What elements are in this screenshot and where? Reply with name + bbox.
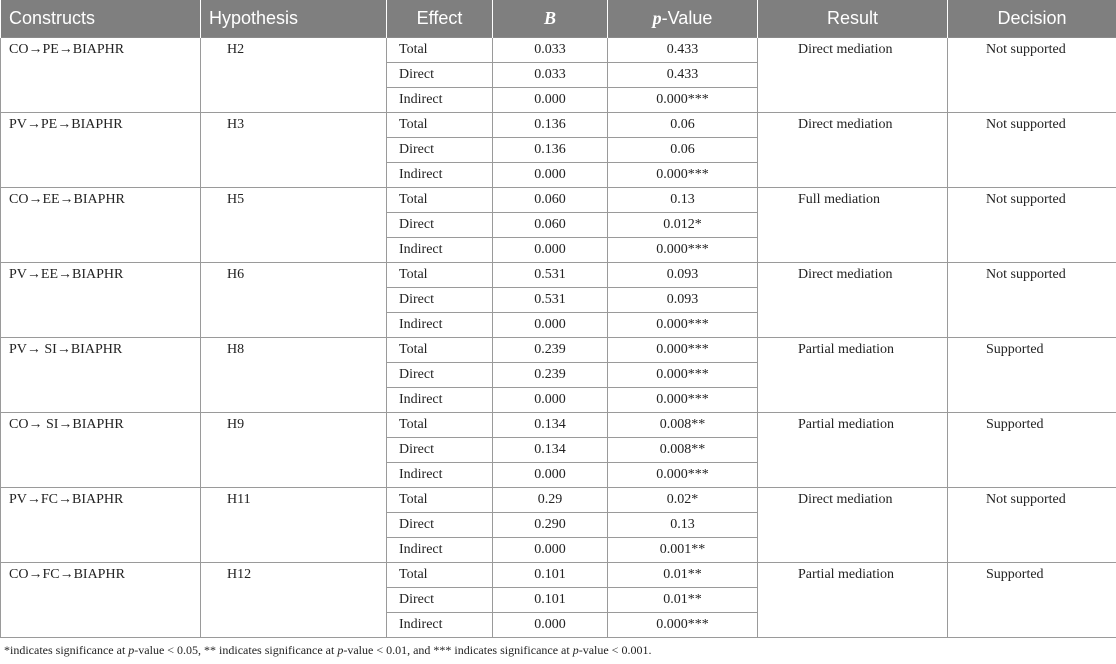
table-row <box>1 338 1116 363</box>
construct-cell: CO→FC→BIAPHR <box>1 563 201 638</box>
p-value-cell: 0.093 <box>608 288 758 313</box>
result-cell: Full mediation <box>758 188 948 263</box>
effect-cell: Total <box>387 113 493 138</box>
b-value-cell: 0.101 <box>493 563 608 588</box>
p-value-cell: 0.01** <box>608 563 758 588</box>
construct-cell: PV→FC→BIAPHR <box>1 488 201 563</box>
b-value-cell: 0.000 <box>493 463 608 488</box>
p-value-cell: 0.012* <box>608 213 758 238</box>
footnote <box>4 643 651 658</box>
b-value-cell: 0.000 <box>493 238 608 263</box>
p-value-cell: 0.433 <box>608 63 758 88</box>
result-cell: Direct mediation <box>758 38 948 113</box>
p-value-cell: 0.000*** <box>608 388 758 413</box>
b-value-cell: 0.101 <box>493 588 608 613</box>
p-value-cell: 0.000*** <box>608 313 758 338</box>
b-value-cell: 0.531 <box>493 263 608 288</box>
effect-cell: Total <box>387 188 493 213</box>
p-value-cell: 0.000*** <box>608 613 758 638</box>
b-value-cell: 0.531 <box>493 288 608 313</box>
b-value-cell: 0.239 <box>493 338 608 363</box>
p-value-cell: 0.001** <box>608 538 758 563</box>
effect-cell: Total <box>387 338 493 363</box>
effect-cell: Total <box>387 263 493 288</box>
result-cell: Partial mediation <box>758 563 948 638</box>
effect-cell: Indirect <box>387 88 493 113</box>
header-row <box>1 0 1116 38</box>
construct-cell: CO→EE→BIAPHR <box>1 188 201 263</box>
table-row <box>1 113 1116 138</box>
footnote-part1: *indicates significance at <box>4 643 129 657</box>
p-value-cell: 0.13 <box>608 513 758 538</box>
b-value-cell: 0.29 <box>493 488 608 513</box>
b-value-cell: 0.000 <box>493 613 608 638</box>
p-value-cell: 0.433 <box>608 38 758 63</box>
p-value-cell: 0.01** <box>608 588 758 613</box>
hypothesis-cell: H5 <box>201 188 387 263</box>
effect-cell: Indirect <box>387 163 493 188</box>
p-value-cell: 0.000*** <box>608 88 758 113</box>
effect-cell: Total <box>387 488 493 513</box>
header-effect: Effect <box>387 0 493 38</box>
effect-cell: Indirect <box>387 613 493 638</box>
result-cell: Partial mediation <box>758 413 948 488</box>
header-b <box>493 0 608 38</box>
p-value-cell: 0.008** <box>608 413 758 438</box>
p-value-cell: 0.02* <box>608 488 758 513</box>
effect-cell: Indirect <box>387 538 493 563</box>
b-value-cell: 0.000 <box>493 163 608 188</box>
construct-cell: PV→EE→BIAPHR <box>1 263 201 338</box>
b-value-cell: 0.060 <box>493 213 608 238</box>
effect-cell: Indirect <box>387 463 493 488</box>
p-value-cell: 0.093 <box>608 263 758 288</box>
table-row <box>1 263 1116 288</box>
effect-cell: Direct <box>387 588 493 613</box>
footnote-p2: p <box>337 643 344 657</box>
construct-cell: PV→PE→BIAPHR <box>1 113 201 188</box>
decision-cell: Not supported <box>948 263 1116 338</box>
b-value-cell: 0.033 <box>493 63 608 88</box>
table-header <box>1 0 1116 38</box>
hypothesis-cell: H3 <box>201 113 387 188</box>
b-value-cell: 0.000 <box>493 538 608 563</box>
hypothesis-cell: H2 <box>201 38 387 113</box>
p-value-cell: 0.13 <box>608 188 758 213</box>
effect-cell: Indirect <box>387 388 493 413</box>
table-row <box>1 188 1116 213</box>
table-row <box>1 413 1116 438</box>
b-value-cell: 0.290 <box>493 513 608 538</box>
result-cell: Direct mediation <box>758 263 948 338</box>
footnote-part4: -value < 0.001. <box>578 643 652 657</box>
header-constructs: Constructs <box>1 0 201 38</box>
header-p-value <box>608 0 758 38</box>
decision-cell: Not supported <box>948 488 1116 563</box>
p-value-cell: 0.000*** <box>608 338 758 363</box>
decision-cell: Supported <box>948 563 1116 638</box>
p-value-cell: 0.000*** <box>608 163 758 188</box>
footnote-p3: p <box>572 643 579 657</box>
p-value-cell: 0.000*** <box>608 363 758 388</box>
table-body <box>1 38 1116 638</box>
hypothesis-cell: H12 <box>201 563 387 638</box>
b-value-cell: 0.136 <box>493 138 608 163</box>
b-value-cell: 0.033 <box>493 38 608 63</box>
effect-cell: Indirect <box>387 313 493 338</box>
p-value-cell: 0.008** <box>608 438 758 463</box>
decision-cell: Not supported <box>948 38 1116 113</box>
decision-cell: Supported <box>948 413 1116 488</box>
table-row <box>1 488 1116 513</box>
effect-cell: Direct <box>387 63 493 88</box>
effect-cell: Direct <box>387 213 493 238</box>
construct-cell: CO→ SI→BIAPHR <box>1 413 201 488</box>
p-value-cell: 0.000*** <box>608 463 758 488</box>
footnote-p1: p <box>128 643 135 657</box>
p-value-cell: 0.06 <box>608 138 758 163</box>
header-b-label: B <box>543 8 556 28</box>
b-value-cell: 0.136 <box>493 113 608 138</box>
effect-cell: Direct <box>387 438 493 463</box>
table-row <box>1 38 1116 63</box>
footnote-part2: -value < 0.05, ** indicates significance at <box>134 643 338 657</box>
header-result: Result <box>758 0 948 38</box>
effect-cell: Direct <box>387 138 493 163</box>
table-row <box>1 563 1116 588</box>
effect-cell: Indirect <box>387 238 493 263</box>
header-decision: Decision <box>948 0 1116 38</box>
result-cell: Partial mediation <box>758 338 948 413</box>
result-cell: Direct mediation <box>758 488 948 563</box>
b-value-cell: 0.239 <box>493 363 608 388</box>
effect-cell: Direct <box>387 288 493 313</box>
hypothesis-cell: H11 <box>201 488 387 563</box>
b-value-cell: 0.000 <box>493 88 608 113</box>
result-cell: Direct mediation <box>758 113 948 188</box>
construct-cell: PV→ SI→BIAPHR <box>1 338 201 413</box>
effect-cell: Total <box>387 563 493 588</box>
decision-cell: Not supported <box>948 113 1116 188</box>
hypothesis-cell: H9 <box>201 413 387 488</box>
b-value-cell: 0.134 <box>493 438 608 463</box>
footnote-part3: -value < 0.01, and *** indicates significance at <box>343 643 573 657</box>
p-value-cell: 0.06 <box>608 113 758 138</box>
header-hypothesis: Hypothesis <box>201 0 387 38</box>
effect-cell: Total <box>387 413 493 438</box>
decision-cell: Supported <box>948 338 1116 413</box>
b-value-cell: 0.000 <box>493 313 608 338</box>
b-value-cell: 0.134 <box>493 413 608 438</box>
p-value-cell: 0.000*** <box>608 238 758 263</box>
effect-cell: Direct <box>387 513 493 538</box>
effect-cell: Direct <box>387 363 493 388</box>
effect-cell: Total <box>387 38 493 63</box>
header-p-italic: p <box>652 8 662 28</box>
hypothesis-cell: H6 <box>201 263 387 338</box>
decision-cell: Not supported <box>948 188 1116 263</box>
b-value-cell: 0.060 <box>493 188 608 213</box>
header-p-suffix: -Value <box>661 8 713 28</box>
hypothesis-cell: H8 <box>201 338 387 413</box>
b-value-cell: 0.000 <box>493 388 608 413</box>
construct-cell: CO→PE→BIAPHR <box>1 38 201 113</box>
